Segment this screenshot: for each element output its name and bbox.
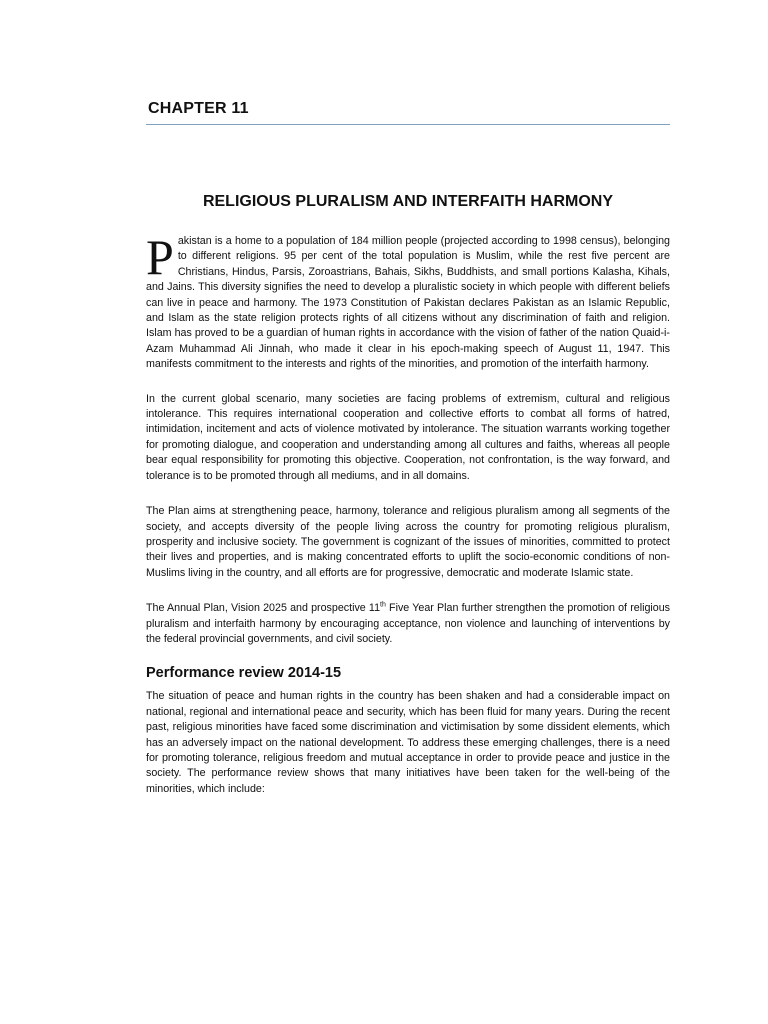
drop-cap: P <box>146 229 174 285</box>
annual-plan-paragraph <box>146 601 670 647</box>
annual-plan-text-end: Five Year Plan further strengthen the promotion of religious pluralism and interfaith harmony by encouraging acceptance, non violence and launching of interventions by the federal provincial governments, and civil society. <box>146 602 670 645</box>
intro-paragraph-text: akistan is a home to a population of 184 million people (projected according to 1998 census), belonging to different religions. 95 per cent of the total population is Muslim, while the rest five percent are Christians, Hindus, Parsis, Zoroastrians, Bahais, Sikhs, Buddhists, and small portions Kalasha, Kihals, and Jains. This diversity signifies the need to develop a pluralistic society in which people with different beliefs can live in peace and harmony. The 1973 Constitution of Pakistan declares Pakistan as an Islamic Republic, and Islam as the state religion protects rights of all citizens without any discrimination of faith and religion. Islam has proved to be a guardian of human rights in accordance with the vision of father of the nation Quaid-i-Azam Muhammad Ali Jinnah, who made it clear in his epoch-making speech of August 11, 1947. This manifests commitment to the interests and rights of the minorities, and promotion of the interfaith harmony. <box>146 235 670 371</box>
chapter-divider <box>146 124 670 125</box>
chapter-title: RELIGIOUS PLURALISM AND INTERFAITH HARMONY <box>202 193 614 210</box>
ordinal-superscript: th <box>380 601 386 609</box>
performance-review-heading: Performance review 2014-15 <box>146 665 342 682</box>
intro-paragraph <box>146 229 670 373</box>
performance-review-paragraph: The situation of peace and human rights in the country has been shaken and had a considerable impact on national, regional and international peace and security, which has been fluid for many years. During the recent past, religious minorities have faced some discrimination and victimisation by some dissident elements, which has an adversely impact on the national development. To address these emerging challenges, there is a need for promoting tolerance, religious freedom and mutual acceptance in order to provide peace and justice in the society. The performance review shows that many initiatives have been taken for the well-being of the minorities, which include: <box>146 690 670 795</box>
annual-plan-text-start: The Annual Plan, Vision 2025 and prospective 11 <box>146 602 381 615</box>
plan-aims-paragraph: The Plan aims at strengthening peace, harmony, tolerance and religious pluralism among all segments of the society, and accepts diversity of the people living across the country for promoting religious pluralism, prosperity and inclusive society. The government is cognizant of the issues of minorities, committed to protect their lives and properties, and is making concentrated efforts to uplift the socio-economic conditions of non-Muslims living in the country, and all efforts are for progressive, democratic and moderate Islamic state. <box>146 505 670 579</box>
chapter-label: CHAPTER 11 <box>148 100 249 117</box>
chapter-body <box>146 229 670 797</box>
global-scenario-paragraph: In the current global scenario, many societies are facing problems of extremism, cultural and religious intolerance. This requires international cooperation and collective efforts to combat all forms of hatred, intimidation, incitement and acts of violence motivated by intolerance. The situation warrants working together for promoting dialogue, and cooperation and understanding among all cultures and faiths, whereas all people bear equal responsibility for promoting this objective. Cooperation, not confrontation, is the way forward, and tolerance is to be promoted through all mediums, and in all domains. <box>146 392 670 482</box>
